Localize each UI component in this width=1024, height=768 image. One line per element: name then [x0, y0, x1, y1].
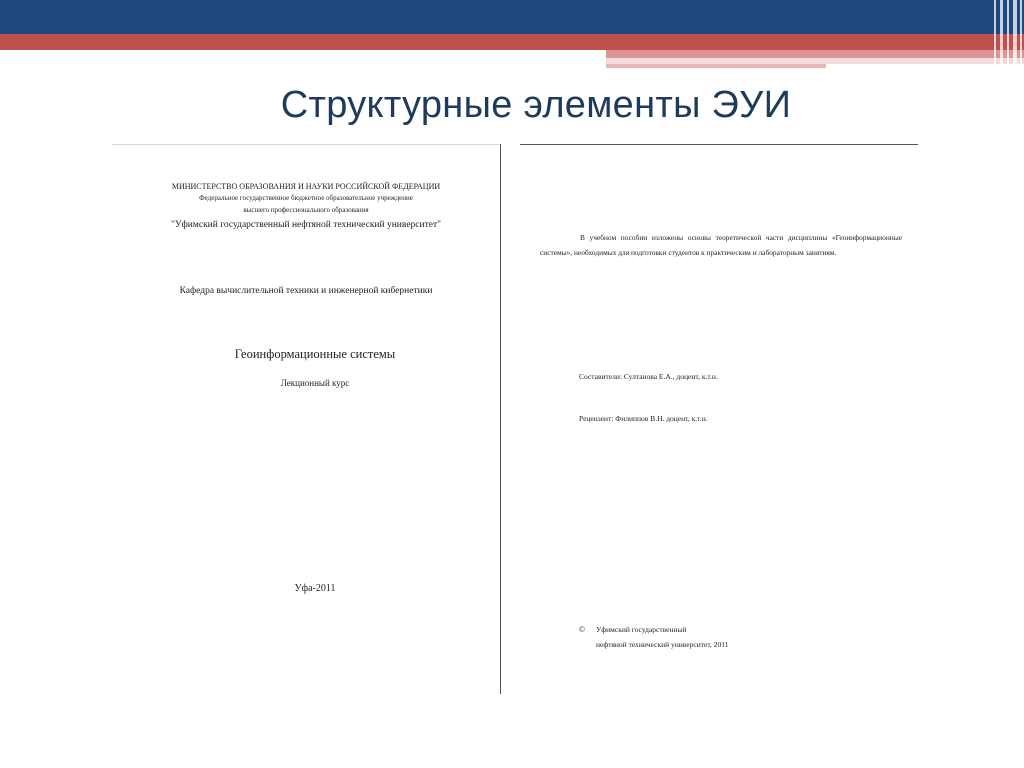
copyright-line-1: Уфимский государственный: [596, 625, 687, 634]
city-year: Уфа-2011: [294, 583, 336, 594]
copyright-symbol: ©: [579, 625, 586, 634]
university-name: "Уфимский государственный нефтяной технический университет": [171, 220, 441, 230]
copyright-line-2: нефтяной технический университет, 2011: [596, 640, 729, 649]
slide-title: Структурные элементы ЭУИ: [280, 84, 792, 126]
reviewer-line: Рецензент: Филиппов В.Н. доцент, к.т.н.: [579, 414, 708, 423]
page-divider: [500, 144, 501, 694]
title-page: [112, 144, 500, 694]
header-band-accent: [606, 64, 826, 68]
header-band-red: [0, 34, 1024, 50]
course-type: Лекционный курс: [280, 378, 350, 388]
authors-line: Составители: Султанова Е.А., доцент, к.т.н.: [579, 372, 718, 381]
ministry-line: МИНИСТЕРСТВО ОБРАЗОВАНИЯ И НАУКИ РОССИЙСКОЙ ФЕДЕРАЦИИ: [171, 182, 441, 191]
department-name: Кафедра вычислительной техники и инженерной кибернетики: [179, 286, 433, 296]
institution-line-2: высшего профессионального образования: [243, 206, 369, 214]
header-stripes: [990, 0, 1024, 70]
course-title: Геоинформационные системы: [234, 347, 396, 361]
header-band-pink: [606, 50, 1024, 58]
page-top-rule: [112, 144, 500, 145]
abstract-text: В учебном пособии изложены основы теоретической части дисциплины «Геоинформационные системы», необходимых для подготовки студентов к практическим и лабораторным занятиям.: [540, 233, 902, 257]
header-band-blue: [0, 0, 1024, 34]
institution-line-1: Федеральное государственное бюджетное образовательное учреждение: [199, 194, 413, 202]
page-top-rule-right: [520, 144, 918, 145]
